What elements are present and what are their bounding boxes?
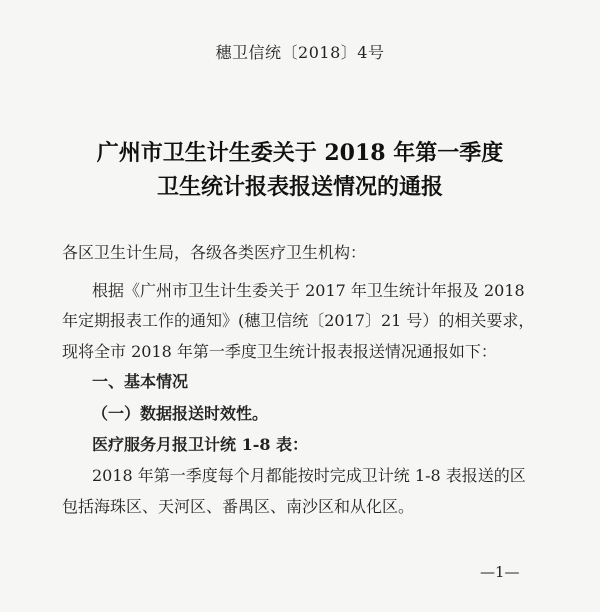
page-number: —1— bbox=[480, 563, 520, 581]
document-title-line-1: 广州市卫生计生委关于 2018 年第一季度 bbox=[96, 140, 504, 166]
paragraph-1-line-3: 现将全市 2018 年第一季度卫生统计报表报送情况通报如下： bbox=[62, 342, 497, 361]
paragraph-1-line-2: 年定期报表工作的通知》(穗卫信统〔2017〕21 号）的相关要求， bbox=[62, 311, 535, 330]
salutation: 各区卫生计生局，各级各类医疗卫生机构： bbox=[62, 243, 367, 262]
subsection-1-item: 医疗服务月报卫计统 1-8 表： bbox=[92, 435, 309, 454]
document-number: 穗卫信统〔2018〕4号 bbox=[215, 43, 385, 62]
section-1-heading: 一、基本情况 bbox=[92, 372, 189, 391]
paragraph-2-line-1: 2018 年第一季度每个月都能按时完成卫计统 1-8 表报送的区 bbox=[92, 466, 526, 485]
document-title-line-2: 卫生统计报表报送情况的通报 bbox=[156, 174, 443, 200]
subsection-1-heading: （一）数据报送时效性。 bbox=[92, 404, 269, 423]
paragraph-1-line-1: 根据《广州市卫生计生委关于 2017 年卫生统计年报及 2018 bbox=[92, 281, 525, 300]
paragraph-2-line-2: 包括海珠区、天河区、番禺区、南沙区和从化区。 bbox=[62, 497, 415, 516]
